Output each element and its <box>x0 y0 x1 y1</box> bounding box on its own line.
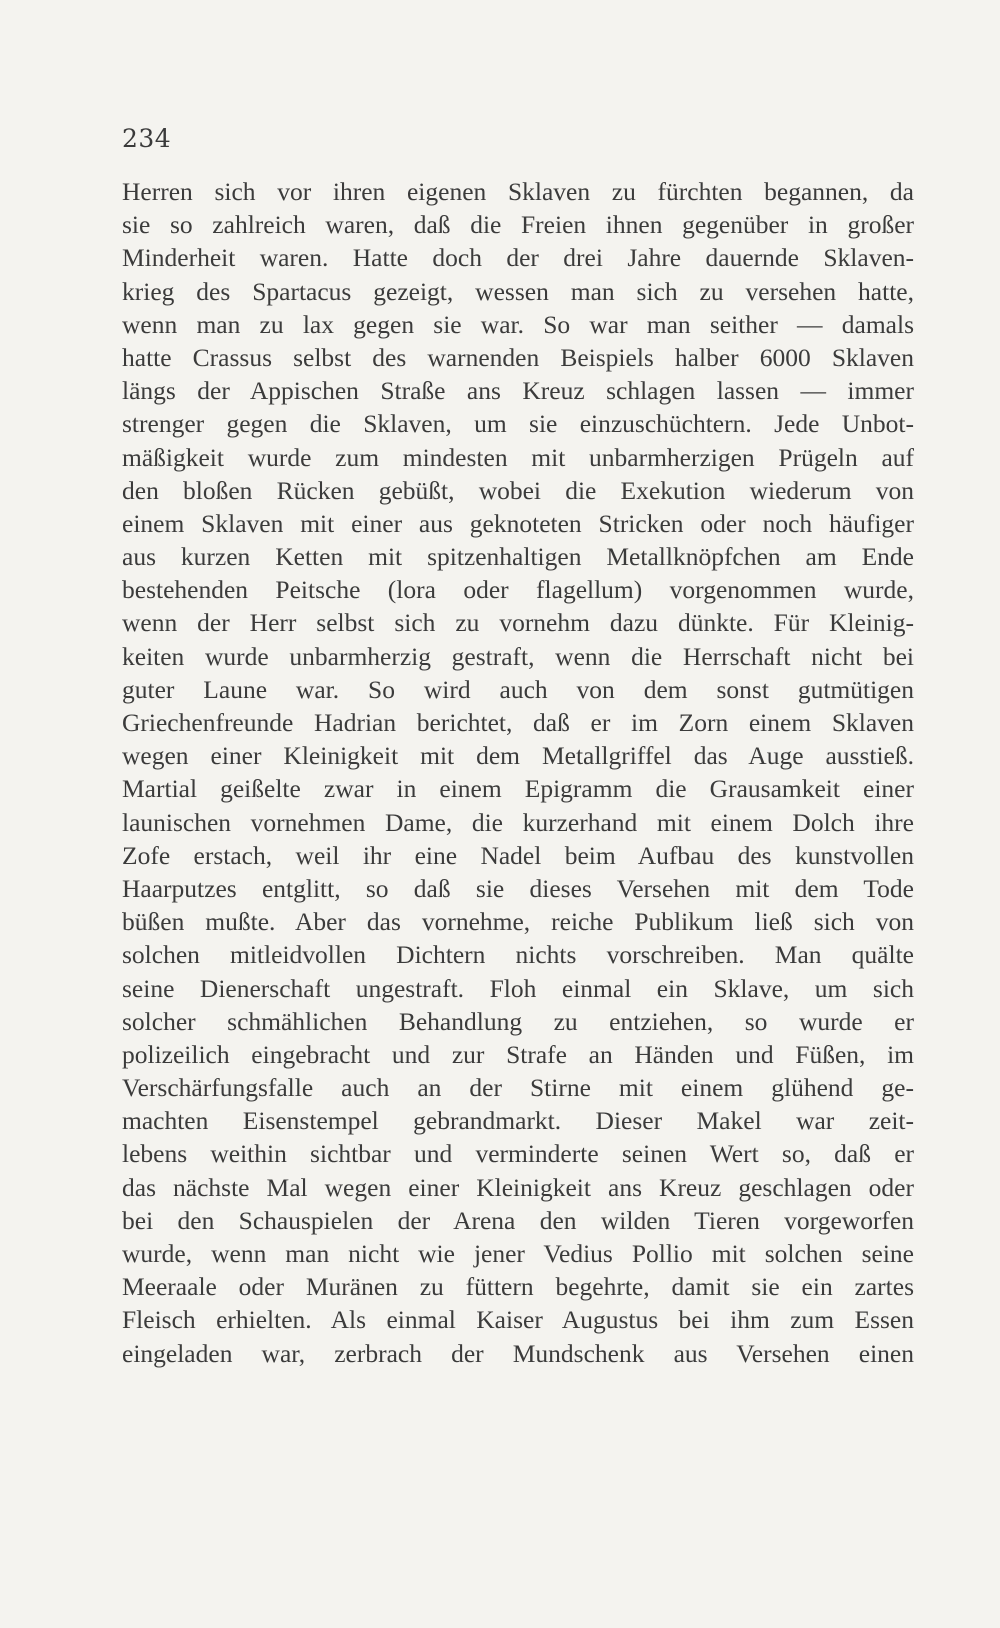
text-line: guter Laune war. So wird auch von dem sonst gutmütigen <box>122 674 914 704</box>
page-number: 234 <box>122 124 172 153</box>
text-line: Martial geißelte zwar in einem Epigramm die Grausamkeit einer <box>122 774 914 804</box>
text-line: strenger gegen die Sklaven, um sie einzuschüchtern. Jede Unbot- <box>122 409 914 439</box>
text-line: Zofe erstach, weil ihr eine Nadel beim Aufbau des kunstvollen <box>122 840 914 870</box>
text-line: sie so zahlreich waren, daß die Freien ihnen gegenüber in großer <box>122 210 914 240</box>
text-line: Herren sich vor ihren eigenen Sklaven zu fürchten begannen, da <box>122 177 914 206</box>
text-line: aus kurzen Ketten mit spitzenhaltigen Metallknöpfchen am Ende <box>122 542 914 572</box>
text-line: bestehenden Peitsche (lora oder flagellum) vorgenommen wurde, <box>122 575 914 605</box>
text-line: wurde, wenn man nicht wie jener Vedius Pollio mit solchen seine <box>122 1239 914 1268</box>
text-line: Fleisch erhielten. Als einmal Kaiser Augustus bei ihm zum Essen <box>122 1305 914 1335</box>
text-line: Haarputzes entglitt, so daß sie dieses Versehen mit dem Tode <box>122 873 914 903</box>
text-line: polizeilich eingebracht und zur Strafe an Händen und Füßen, im <box>122 1039 914 1069</box>
text-line: wenn der Herr selbst sich zu vornehm dazu dünkte. Für Kleinig- <box>122 608 914 638</box>
text-line: bei den Schauspielen der Arena den wilden Tieren vorgeworfen <box>122 1205 914 1235</box>
text-line: launischen vornehmen Dame, die kurzerhand mit einem Dolch ihre <box>122 807 914 837</box>
text-line: machten Eisenstempel gebrandmarkt. Dieser Makel war zeit- <box>122 1106 914 1136</box>
text-line: mäßigkeit wurde zum mindesten mit unbarmherzigen Prügeln auf <box>122 442 914 472</box>
text-line: Verschärfungsfalle auch an der Stirne mit einem glühend ge- <box>122 1073 914 1103</box>
text-line: eingeladen war, zerbrach der Mundschenk aus Versehen einen <box>122 1338 914 1368</box>
text-line: lebens weithin sichtbar und verminderte seinen Wert so, daß er <box>122 1139 914 1169</box>
text-line: längs der Appischen Straße ans Kreuz schlagen lassen — immer <box>122 376 914 406</box>
text-line: hatte Crassus selbst des warnenden Beispiels halber 6000 Sklaven <box>122 342 914 372</box>
text-line: einem Sklaven mit einer aus geknoteten Stricken oder noch häufiger <box>122 508 914 538</box>
text-line: krieg des Spartacus gezeigt, wessen man sich zu versehen hatte, <box>122 276 914 306</box>
text-line: solcher schmählichen Behandlung zu entziehen, so wurde er <box>122 1006 914 1036</box>
text-line: seine Dienerschaft ungestraft. Floh einmal ein Sklave, um sich <box>122 973 914 1003</box>
text-line: das nächste Mal wegen einer Kleinigkeit ans Kreuz geschlagen oder <box>122 1172 914 1202</box>
text-line: den bloßen Rücken gebüßt, wobei die Exekution wiederum von <box>122 475 914 505</box>
text-line: Meeraale oder Muränen zu füttern begehrte, damit sie ein zartes <box>122 1272 914 1302</box>
text-line: wegen einer Kleinigkeit mit dem Metallgriffel das Auge ausstieß. <box>122 741 914 771</box>
text-line: keiten wurde unbarmherzig gestraft, wenn die Herrschaft nicht bei <box>122 641 914 671</box>
text-line: büßen mußte. Aber das vornehme, reiche Publikum ließ sich von <box>122 907 914 937</box>
text-line: wenn man zu lax gegen sie war. So war man seither — damals <box>122 309 914 339</box>
text-line: Minderheit waren. Hatte doch der drei Jahre dauernde Sklaven- <box>122 243 914 273</box>
text-line: solchen mitleidvollen Dichtern nichts vorschreiben. Man quälte <box>122 940 914 970</box>
text-line: Griechenfreunde Hadrian berichtet, daß er im Zorn einem Sklaven <box>122 708 914 737</box>
body-text <box>122 175 914 1370</box>
